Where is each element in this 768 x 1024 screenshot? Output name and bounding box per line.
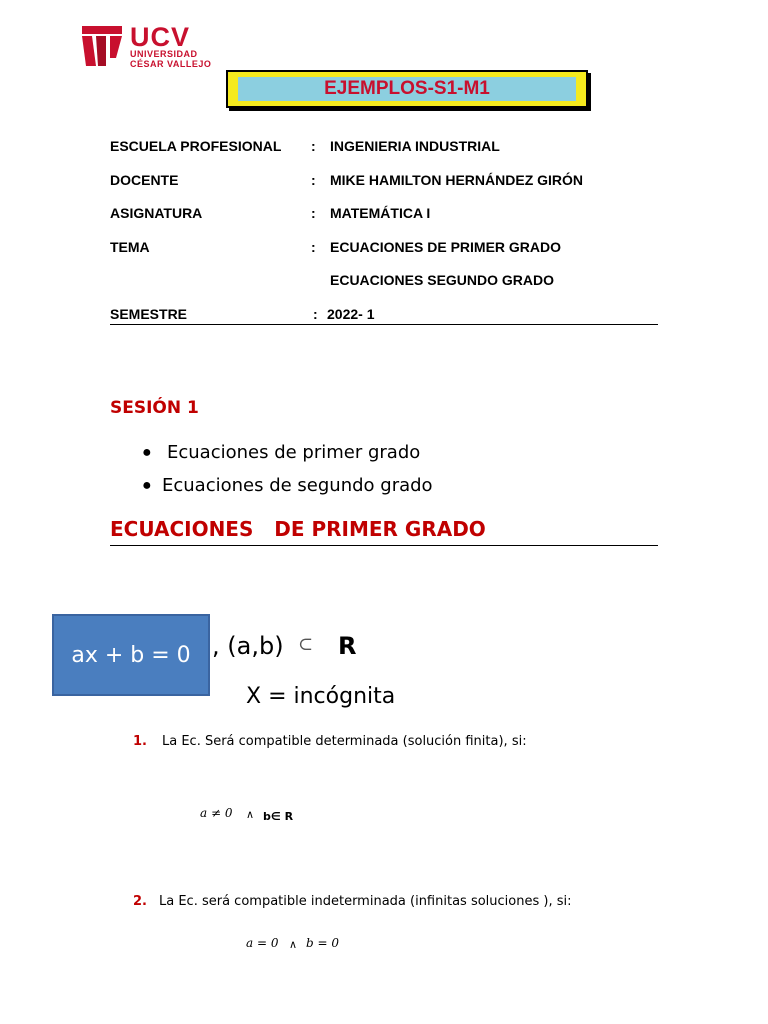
info-divider (110, 324, 658, 325)
incognita-text: X = incógnita (246, 684, 396, 709)
docente-label: DOCENTE (110, 172, 179, 188)
condition-1-math-a: a ≠ 0 (200, 806, 233, 820)
condition-2-math-a: a = 0 (246, 936, 279, 950)
colon: : (311, 138, 316, 154)
colon: : (311, 239, 316, 255)
condition-1-number: 1. (133, 734, 147, 749)
asignatura-label: ASIGNATURA (110, 205, 203, 221)
document-title-box (226, 70, 588, 108)
tema-value-2: ECUACIONES SEGUNDO GRADO (330, 272, 555, 288)
real-set-symbol: R (338, 632, 357, 660)
equation-box: ax + b = 0 (52, 614, 210, 696)
condition-1-text: La Ec. Será compatible determinada (solución finita), si: (162, 734, 527, 749)
condition-2-math-b: b = 0 (306, 936, 339, 950)
condition-2-number: 2. (133, 894, 147, 909)
escuela-value: INGENIERIA INDUSTRIAL (330, 138, 500, 154)
and-symbol: ∧ (246, 808, 255, 821)
document-title: EJEMPLOS-S1-M1 (238, 77, 576, 101)
condition-2-text: La Ec. será compatible indeterminada (infinitas soluciones ), si: (159, 894, 572, 909)
logo-name: UCV (130, 22, 191, 52)
escuela-label: ESCUELA PROFESIONAL (110, 138, 282, 154)
logo-subtitle (130, 49, 211, 69)
asignatura-value: MATEMÁTICA I (330, 205, 431, 221)
section-divider (110, 545, 658, 546)
colon: : (313, 306, 318, 322)
session-title: SESIÓN 1 (110, 398, 199, 418)
docente-value: MIKE HAMILTON HERNÁNDEZ GIRÓN (330, 172, 584, 188)
condition-1-math-b: b∈ R (263, 810, 294, 823)
subset-symbol: ⊂ (298, 634, 314, 655)
section-title: ECUACIONES DE PRIMER GRADO (110, 517, 486, 541)
logo-line2: CÉSAR VALLEJO (130, 59, 212, 69)
tema-value-1: ECUACIONES DE PRIMER GRADO (330, 239, 562, 255)
session-bullet-2: Ecuaciones de segundo grado (162, 475, 433, 496)
session-bullet-1: Ecuaciones de primer grado (167, 442, 421, 463)
colon: : (311, 205, 316, 221)
ucv-logo-icon (80, 22, 124, 68)
colon: : (311, 172, 316, 188)
equation-pair: , (a,b) (212, 632, 284, 660)
tema-label: TEMA (110, 239, 150, 255)
bullet-dot: ● (142, 477, 152, 494)
logo-line1: UNIVERSIDAD (130, 49, 198, 59)
and-symbol: ∧ (289, 938, 298, 951)
bullet-dot: ● (142, 444, 152, 461)
semestre-value: 2022- 1 (327, 306, 375, 322)
semestre-label: SEMESTRE (110, 306, 188, 322)
